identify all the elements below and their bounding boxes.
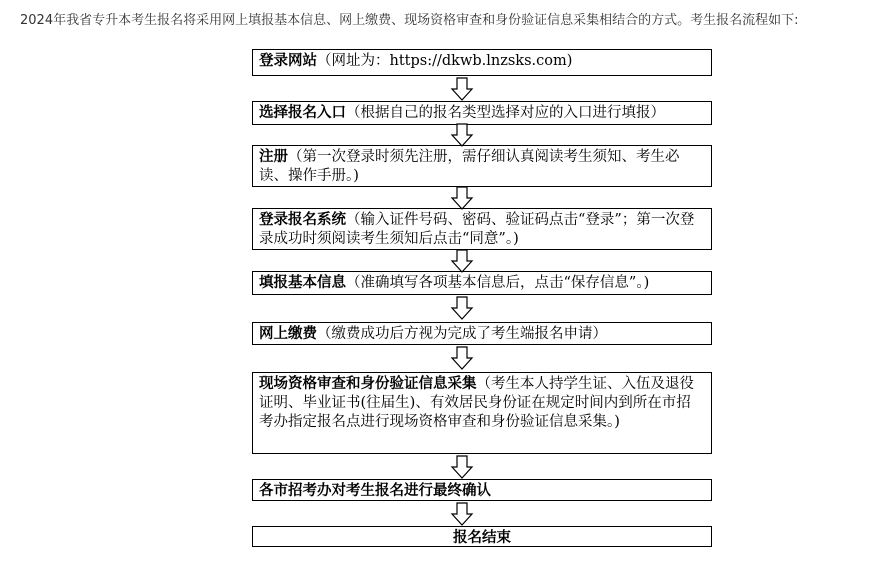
step-desc: （网址为：https://dkwb.lnzsks.com) bbox=[317, 53, 573, 69]
step-title: 报名结束 bbox=[453, 529, 511, 546]
step-title: 现场资格审查和身份验证信息采集 bbox=[259, 375, 477, 392]
down-arrow-icon bbox=[450, 123, 474, 147]
step-title: 各市招考办对考生报名进行最终确认 bbox=[259, 482, 491, 499]
step-title: 登录报名系统 bbox=[259, 211, 346, 228]
step-title: 注册 bbox=[259, 148, 288, 165]
step-desc: （准确填写各项基本信息后，点击“保存信息”。) bbox=[346, 275, 650, 291]
step-login-website bbox=[252, 49, 712, 76]
step-desc: （第一次登录时须先注册，需仔细认真阅读考生须知、考生必读、操作手册。) bbox=[259, 149, 680, 184]
step-select-entry bbox=[252, 101, 712, 125]
step-final-confirm bbox=[252, 479, 712, 501]
down-arrow-icon bbox=[450, 77, 474, 101]
intro-text: 2024年我省专升本考生报名将采用网上填报基本信息、网上缴费、现场资格审查和身份验证信息采集相结合的方式。考生报名流程如下: bbox=[20, 13, 799, 28]
step-payment bbox=[252, 322, 712, 345]
step-desc: （缴费成功后方视为完成了考生端报名申请） bbox=[317, 326, 607, 342]
down-arrow-icon bbox=[450, 249, 474, 273]
step-end bbox=[252, 526, 712, 547]
step-register bbox=[252, 145, 712, 187]
step-onsite-review bbox=[252, 372, 712, 454]
down-arrow-icon bbox=[450, 296, 474, 320]
step-title: 填报基本信息 bbox=[259, 274, 346, 291]
step-desc: （输入证件号码、密码、验证码点击“登录”；第一次登录成功时须阅读考生须知后点击“同意”。) bbox=[259, 212, 695, 247]
step-title: 选择报名入口 bbox=[259, 104, 346, 121]
down-arrow-icon bbox=[450, 346, 474, 370]
step-desc: （考生本人持学生证、入伍及退役证明、毕业证书(往届生)、有效居民身份证在规定时间内到所在市招考办指定报名点进行现场资格审查和身份验证信息采集。) bbox=[259, 376, 694, 430]
step-title: 登录网站 bbox=[259, 52, 317, 69]
down-arrow-icon bbox=[450, 455, 474, 479]
step-title: 网上缴费 bbox=[259, 325, 317, 342]
step-desc: （根据自己的报名类型选择对应的入口进行填报） bbox=[346, 105, 665, 121]
down-arrow-icon bbox=[450, 186, 474, 210]
step-login-system bbox=[252, 208, 712, 250]
step-fill-info bbox=[252, 271, 712, 295]
down-arrow-icon bbox=[450, 502, 474, 526]
